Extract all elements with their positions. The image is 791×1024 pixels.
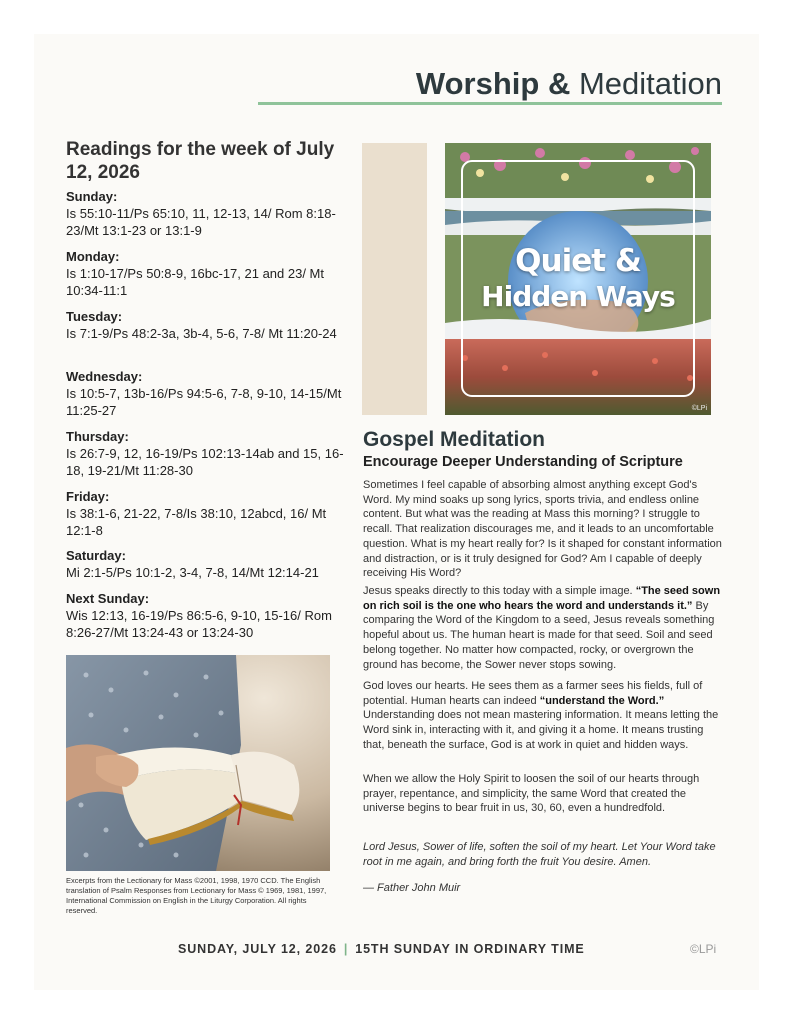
day-name: Wednesday: [66,369,143,384]
readings-title: Readings for the week of July 12, 2026 [66,139,335,183]
day-name: Friday: [66,489,110,504]
reading-day-wednesday [66,368,346,419]
day-name: Saturday: [66,548,126,563]
day-name: Next Sunday: [66,591,150,606]
header-title-light: Meditation [578,66,722,101]
artwork-illustration [445,143,711,415]
reading-day-sunday [66,188,346,239]
day-readings: Wis 12:13, 16-19/Ps 86:5-6, 9-10, 15-16/ Rom 8:26-27/Mt 13:24-43 or 13:24-30 [66,608,332,640]
footer-date-line [178,942,585,956]
reading-day-friday [66,488,346,539]
footer-date: SUNDAY, JULY 12, 2026 [178,942,337,956]
day-readings: Is 26:7-9, 12, 16-19/Ps 102:13-14ab and 15, 16-18, 19-21/Mt 11:28-30 [66,446,344,478]
p2-text-c: By comparing the Word of the Kingdom to a seed, Jesus reveals something hopeful about us. The human heart is made for that seed. Soil and seed belong together. No matter how compacted, rocky, or overgrown the ground has become, the Sower never stops sowing. [363,599,715,671]
reading-day-tuesday [66,308,346,342]
day-readings: Mi 2:1-5/Ps 10:1-2, 3-4, 7-8, 14/Mt 12:14-21 [66,565,319,580]
day-name: Monday: [66,249,120,264]
reading-day-monday [66,248,346,299]
copyright-notice: Excerpts from the Lectionary for Mass ©2001, 1998, 1970 CCD. The English translation of Psalm Responses from Lectionary for Mass © 1969, 1981, 1997, International Commission on English in the Liturgy Corporation. All rights reserved. [66,876,327,915]
day-readings: Is 55:10-11/Ps 65:10, 11, 12-13, 14/ Rom 8:18-23/Mt 13:1-23 or 13:1-9 [66,206,336,238]
day-readings: Is 38:1-6, 21-22, 7-8/Is 38:10, 12abcd, 16/ Mt 12:1-8 [66,506,327,538]
day-name: Thursday: [66,429,129,444]
artwork-title-line1: Quiet & [515,243,641,279]
footer-occasion: 15TH SUNDAY IN ORDINARY TIME [355,942,585,956]
header-rule [258,102,722,105]
meditation-paragraph-1: Sometimes I feel capable of absorbing almost anything except God's Word. My mind soaks up song lyrics, sports trivia, and endless online content. But what was the reading at Mass this morning? I struggle to recall. That realization discourages me, and it leads to an uncomfortable question. What is my heart really for? Is it shaped for constant information and distraction, or is it truly designed for God? Am I capable of deeply receiving His Word? [363,479,722,580]
reading-day-saturday [66,547,346,581]
reading-day-next-sunday [66,590,346,641]
beige-panel [362,143,427,415]
day-readings: Is 1:10-17/Ps 50:8-9, 16bc-17, 21 and 23/ Mt 10:34-11:1 [66,266,324,298]
p2-text-a: Jesus speaks directly to this today with a simple image. [363,585,636,597]
meditation-title: Gospel Meditation [363,428,546,451]
day-readings: Is 7:1-9/Ps 48:2-3a, 3b-4, 5-6, 7-8/ Mt 11:20-24 [66,326,337,341]
bible-reading-photo [66,655,330,871]
footer-credit: ©LPi [690,942,717,956]
quiet-hidden-ways-artwork [445,143,711,415]
header-title-bold: Worship & [415,66,571,101]
meditation-author: — Father John Muir [363,882,461,894]
reading-day-thursday [66,428,346,479]
section-header [258,66,722,102]
footer-separator: | [343,942,349,956]
artwork-credit: ©LPi [691,405,707,412]
meditation-subtitle: Encourage Deeper Understanding of Scripture [363,454,683,470]
closing-prayer: Lord Jesus, Sower of life, soften the soil of my heart. Let Your Word take root in me again, and bring forth the fruit You desire. Amen. [363,841,716,868]
p3-text-a: God loves our hearts. He sees them as a farmer sees his fields, full of potential. Human hearts can indeed [363,680,703,707]
meditation-paragraph-3 [363,679,725,753]
day-readings: Is 10:5-7, 13b-16/Ps 94:5-6, 7-8, 9-10, 14-15/Mt 11:25-27 [66,386,342,418]
meditation-paragraph-2 [363,584,725,672]
day-name: Sunday: [66,189,118,204]
scripture-quote-seed: “The seed sown on rich soil is the one who hears the word and understands it.” [363,585,721,612]
day-name: Tuesday: [66,309,123,324]
p3-text-c: Understanding does not mean mastering information. It means letting the Word sink in, interacting with it, and giving it a home. It means trusting that, beneath the surface, God is at work in quiet and hidden ways. [363,709,719,751]
scripture-quote-understand: “understand the Word.” [539,694,665,707]
photo-illustration [66,655,330,871]
meditation-paragraph-4: When we allow the Holy Spirit to loosen the soil of our hearts through prayer, repentance, and simplicity, the same Word that created the universe begins to bear fruit in us, 30, 60, even a hundredfold. [363,773,700,815]
artwork-title-line2: Hidden Ways [481,280,675,313]
